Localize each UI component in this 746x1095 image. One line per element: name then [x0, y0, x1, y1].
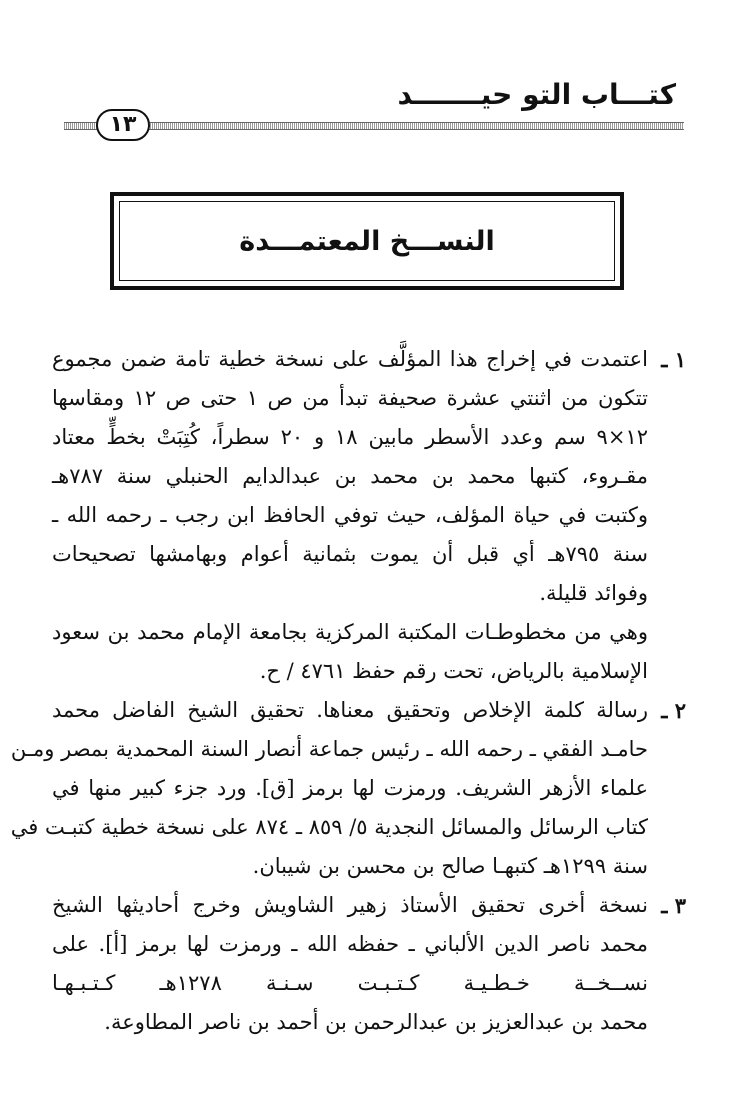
- text-line: كتاب الرسائل والمسائل النجدية ٥/ ٨٥٩ ـ ٨٧٤ على نسخة خطية كتبـت في: [10, 815, 648, 839]
- text-line: ١٢×٩ سم وعدد الأسطر مابين ١٨ و ٢٠ سطراً، كُتِبَتْ بخطٍّ معتاد: [52, 425, 648, 449]
- text-line: محمد بن عبدالعزيز بن عبدالرحمن بن أحمد بن ناصر المطاوعة.: [104, 1010, 648, 1034]
- list-item-1-continuation: [52, 613, 686, 691]
- text-line: اعتمدت في إخراج هذا المؤلَّف على نسخة خطية تامة ضمن مجموع: [52, 347, 648, 371]
- text-line: رسالة كلمة الإخلاص وتحقيق معناها. تحقيق الشيخ الفاضل محمد: [52, 698, 648, 722]
- text-line: تتكون من اثنتي عشرة صحيفة تبدأ من ص ١ حتى ص ١٢ ومقاسها: [52, 386, 648, 410]
- page-number: ١٣: [96, 109, 150, 141]
- list-item-3: [52, 886, 686, 1042]
- item-number: ٢ ـ: [661, 698, 686, 723]
- text-line: محمد ناصر الدين الألباني ـ حفظه الله ـ ورمزت لها برمز [أ]. على: [52, 932, 648, 956]
- running-title: كتـــاب التو حيـــــــد: [397, 78, 676, 111]
- text-line: حامـد الفقي ـ رحمه الله ـ رئيس جماعة أنصار السنة المحمدية بمصر ومـن: [10, 737, 648, 761]
- item-number: ١ ـ: [661, 347, 686, 372]
- text-line: علماء الأزهر الشريف. ورمزت لها برمز [ق]. ورد جزء كبير منها في: [52, 776, 648, 800]
- section-title-box: [110, 192, 624, 290]
- text-line: وكتبت في حياة المؤلف، حيث توفي الحافظ ابن رجب ـ رحمه الله ـ: [52, 503, 648, 527]
- text-line: وفوائد قليلة.: [539, 581, 648, 605]
- text-line: نسخة أخرى تحقيق الأستاذ زهير الشاويش وخرج أحاديثها الشيخ: [52, 893, 648, 917]
- text-line: نســخــة خـطـيـة كـتـبـت سـنـة ١٢٧٨هـ كـتـبـهـا: [52, 971, 648, 995]
- text-line: سنة ٧٩٥هـ أي قبل أن يموت بثمانية أعوام وبهامشها تصحيحات: [52, 542, 648, 566]
- text-line: مقـروء، كتبها محمد بن محمد بن عبدالدايم الحنبلي سنة ٧٨٧هـ: [52, 464, 648, 488]
- text-line: وهي من مخطوطـات المكتبة المركزية بجامعة الإمام محمد بن سعود: [52, 620, 648, 644]
- text-line: سنة ١٢٩٩هـ كتبهـا صالح بن محسن بن شيبان.: [252, 854, 648, 878]
- text-line: الإسلامية بالرياض، تحت رقم حفظ ٤٧٦١ / ح.: [259, 659, 648, 683]
- header-rule: [64, 122, 684, 130]
- section-title: النســـخ المعتمـــدة: [239, 225, 495, 257]
- body-text: [10, 340, 686, 1042]
- item-number: ٣ ـ: [661, 893, 686, 918]
- list-item-2: [10, 691, 686, 886]
- list-item-1: [52, 340, 686, 613]
